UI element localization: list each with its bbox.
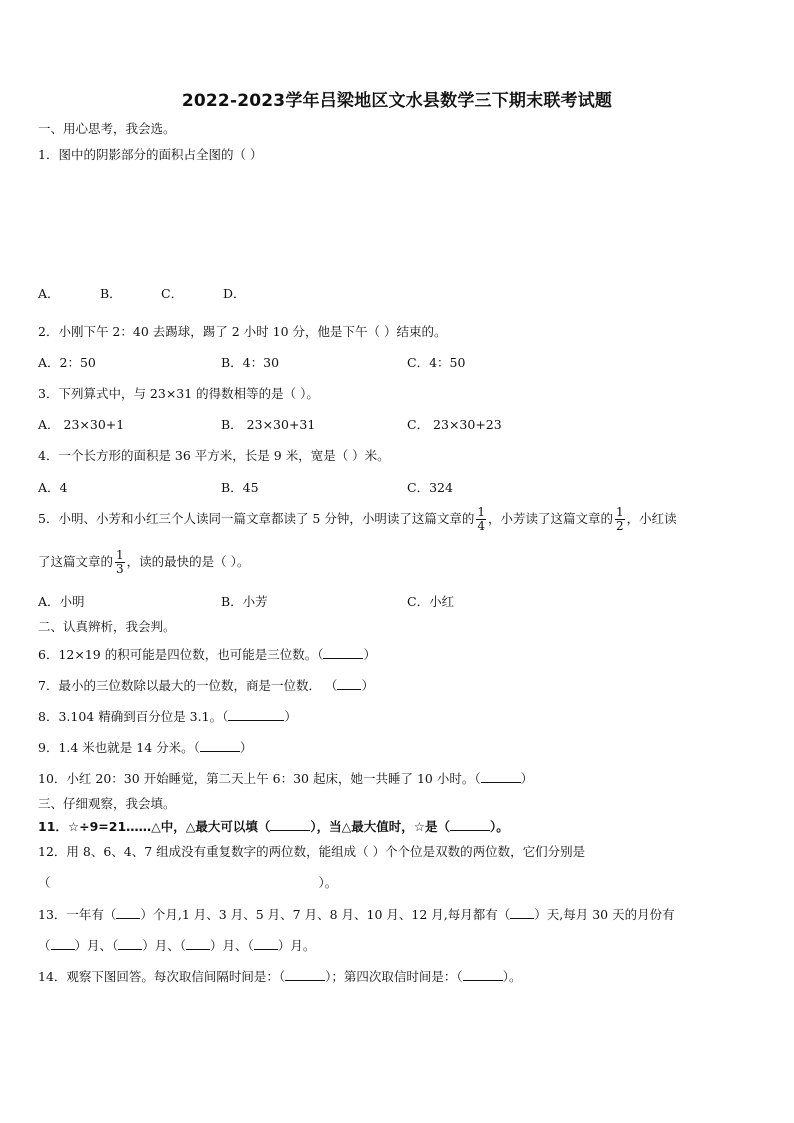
question-14: 14．观察下图回答。每次取信间隔时间是：（ ）；第四次取信时间是：（ ）。	[38, 969, 522, 984]
q5-text-1: 5．小明、小芳和小红三个人读同一篇文章都读了 5 分钟，小明读了这篇文章的	[38, 511, 475, 526]
q5-text-5: ，读的最快的是（ ）。	[126, 554, 250, 569]
q1-option-d: D．	[223, 286, 246, 301]
q1-option-c: C．	[161, 286, 184, 301]
question-12-line-1: 12．用 8、6、4、7 组成没有重复数字的两位数，能组成（ ）个个位是双数的两位数，它们分别是	[38, 844, 586, 859]
section-1-heading: 一、用心思考，我会选。	[38, 121, 176, 136]
answer-blank[interactable]	[481, 770, 521, 783]
answer-blank[interactable]	[285, 968, 325, 981]
section-2-heading: 二、认真辨析，我会判。	[38, 619, 176, 634]
answer-blank[interactable]	[450, 818, 490, 831]
fraction-one-third: $\frac{1}{3}$	[116, 548, 124, 576]
question-10: 10．小红 20：30 开始睡觉，第二天上午 6：30 起床，她一共睡了 10 小时。（ ）	[38, 771, 534, 786]
answer-blank[interactable]	[186, 937, 210, 950]
answer-blank[interactable]	[228, 708, 284, 721]
q4-option-b: B．45	[221, 480, 259, 495]
q2-option-b: B．4：30	[221, 355, 280, 370]
q2-option-a: A．2：50	[38, 355, 96, 370]
question-2: 2．小刚下午 2：40 去踢球，踢了 2 小时 10 分，他是下午（ ）结束的。	[38, 324, 447, 339]
q3-option-c: C． 23×30+23	[407, 417, 502, 432]
answer-blank[interactable]	[51, 937, 75, 950]
question-13-line-2: （ ）月、（ ）月、（ ）月、（ ）月。	[38, 938, 316, 953]
q3-option-b: B． 23×30+31	[221, 417, 316, 432]
question-5-line-1	[38, 506, 677, 533]
answer-blank[interactable]	[254, 937, 278, 950]
q4-option-c: C．324	[407, 480, 453, 495]
answer-blank[interactable]	[270, 818, 310, 831]
q4-option-a: A．4	[38, 480, 68, 495]
question-12-line-2: （ ）。	[38, 875, 338, 890]
q5-option-b: B．小芳	[221, 594, 268, 609]
q5-text-3: ，小红读	[626, 511, 677, 526]
page-title: 2022-2023学年吕梁地区文水县数学三下期末联考试题	[181, 91, 613, 111]
answer-blank[interactable]	[116, 906, 140, 919]
q5-text-2: ，小芳读了这篇文章的	[488, 511, 614, 526]
question-13-line-1: 13．一年有（ ）个月,1 月、3 月、5 月、7 月、8 月、10 月、12 月,每月都有（ ）天,每月 30 天的月份有	[38, 907, 675, 922]
q3-option-a: A． 23×30+1	[38, 417, 125, 432]
answer-blank[interactable]	[337, 677, 361, 690]
answer-blank[interactable]	[323, 646, 363, 659]
question-7: 7．最小的三位数除以最大的一位数，商是一位数． （ ）	[38, 678, 374, 693]
question-6: 6．12×19 的积可能是四位数，也可能是三位数。（ ）	[38, 647, 376, 662]
question-9: 9．1.4 米也就是 14 分米。（ ）	[38, 740, 253, 755]
question-5-line-2	[38, 549, 249, 576]
answer-blank[interactable]	[200, 739, 240, 752]
question-1: 1．图中的阴影部分的面积占全图的（ ）	[38, 147, 263, 162]
q1-option-a: A．	[38, 286, 60, 301]
q5-text-4: 了这篇文章的	[38, 554, 114, 569]
answer-blank[interactable]	[510, 906, 534, 919]
question-3: 3．下列算式中，与 23×31 的得数相等的是（ ）。	[38, 386, 319, 401]
answer-blank[interactable]	[118, 937, 142, 950]
q5-option-a: A．小明	[38, 594, 85, 609]
answer-blank[interactable]	[463, 968, 503, 981]
q5-option-c: C．小红	[407, 594, 455, 609]
question-8: 8．3.104 精确到百分位是 3.1。（ ）	[38, 709, 297, 724]
section-3-heading: 三、仔细观察，我会填。	[38, 796, 176, 811]
fraction-one-quarter: $\frac{1}{4}$	[477, 505, 485, 533]
fraction-one-half: $\frac{1}{2}$	[616, 505, 624, 533]
q1-option-b: B．	[100, 286, 122, 301]
question-11: 11．☆÷9=21……△中，△最大可以填（ ），当△最大值时，☆是（ ）。	[38, 819, 509, 834]
question-4: 4．一个长方形的面积是 36 平方米，长是 9 米，宽是（ ）米。	[38, 448, 390, 463]
q2-option-c: C．4：50	[407, 355, 466, 370]
